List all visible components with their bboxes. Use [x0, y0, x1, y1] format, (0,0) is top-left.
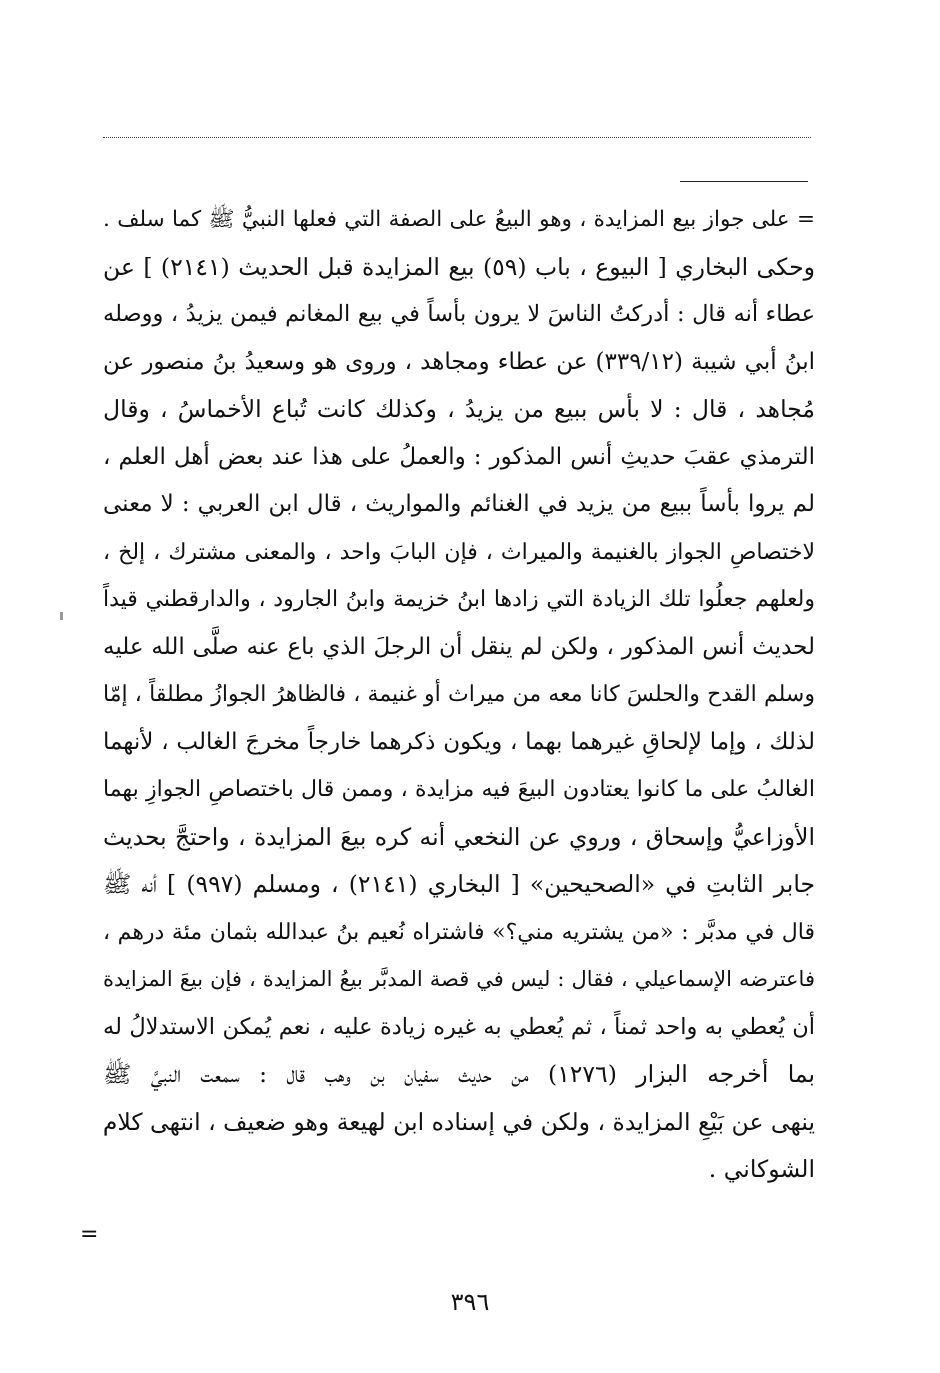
footnote-line: الأوزاعيُّ وإسحاق ، وروي عن النخعي أنه كره بيعَ المزايدة ، واحتجَّ بحديث: [103, 822, 815, 851]
footnote-line: لم يروا بأساً ببيع من يزيد في الغنائم والمواريث ، قال ابن العربي : لا معنى: [103, 491, 815, 517]
footnote-line: أن يُعطي به واحد ثمناً ، ثم يُعطي به غيره زيادة عليه ، نعم يُمكن الاستدلالُ له: [103, 1013, 815, 1040]
footnote-line: مُجاهد ، قال : لا بأس ببيع من يزيدُ ، وكذلك كانت تُباع الأخماسُ ، وقال: [103, 395, 815, 423]
continuation-mark: =: [80, 1222, 99, 1247]
footnote-line: جابر الثابتِ في «الصحيحين» [ البخاري (٢١٤١) ، ومسلم (٩٩٧) ] أنه ﷺ: [103, 870, 815, 898]
footnote-line: ينهى عن بَيْعِ المزايدة ، ولكن في إسناده ابن لهيعة وهو ضعيف ، انتهى كلام: [103, 1107, 815, 1136]
footnote-line: عطاء أنه قال : أدركتُ الناسَ لا يرون بأساً في بيع المغانم فيمن يزيدُ ، ووصله: [103, 301, 815, 327]
footnote-line: لحديث أنس المذكور ، ولكن لم ينقل أن الرجلَ الذي باع عنه صلَّى الله عليه: [103, 633, 815, 660]
footnote-text-block: [103, 196, 815, 1194]
footnote-line: فاعترضه الإسماعيلي ، فقال : ليس في قصة المدبَّر بيعُ المزايدة ، فإن بيعَ المزايدة: [103, 967, 815, 991]
footnote-line: الشوكاني .: [708, 1155, 815, 1183]
header-dotted-rule: [103, 137, 811, 138]
footnote-line: وسلم القدح والحلسَ كانا معه من ميراث أو غنيمة ، فالظاهرُ الجوازُ مطلقاً ، إمّا: [103, 682, 815, 707]
footnote-line: وحكى البخاري [ البيوع ، باب (٥٩) بيع المزايدة قبل الحديث (٢١٤١) ] عن: [103, 252, 815, 281]
footnote-line: الغالبُ على ما كانوا يعتادون البيعَ فيه مزايدة ، وممن قال باختصاصِ الجوازِ بهما: [103, 777, 815, 802]
footnote-line: لاختصاصِ الجواز بالغنيمة والميراث ، فإن البابَ واحد ، والمعنى مشترك ، إلخ ،: [103, 539, 815, 565]
page-number: ٣٩٦: [450, 1288, 490, 1316]
footnote-line: لذلك ، وإما لإلحاقِ غيرهما بهما ، ويكون ذكرهما خارجاً مخرجَ الغالب ، لأنهما: [103, 728, 815, 755]
footnote-line: ابنُ أبي شيبة (٣٣٩/١٢) عن عطاء ومجاهد ، وروى هو وسعيدُ بنُ منصور عن: [103, 348, 815, 375]
margin-tick: [60, 612, 63, 620]
footnote-line: ولعلهم جعلُوا تلك الزيادة التي زادها ابنُ خزيمة وابنُ الجارود ، والدارقطني قيداً: [103, 587, 815, 612]
footnote-separator-rule: [680, 181, 808, 182]
footnote-line: بما أخرجه البزار (١٢٧٦) من حديث سفيان بن وهب قال : سمعت النبيَّ ﷺ: [103, 1060, 815, 1088]
footnote-line: الترمذي عقبَ حديثِ أنس المذكور : والعملُ على هذا عند بعض أهل العلم ،: [103, 443, 815, 470]
footnote-line: = على جواز بيع المزايدة ، وهو البيعُ على الصفة التي فعلها النبيُّ ﷺ كما سلف .: [103, 207, 815, 232]
footnote-line: قال في مدبَّر : «من يشتريه مني؟» فاشتراه نُعيم بنُ عبدالله بثمان مئة درهم ،: [103, 919, 815, 945]
